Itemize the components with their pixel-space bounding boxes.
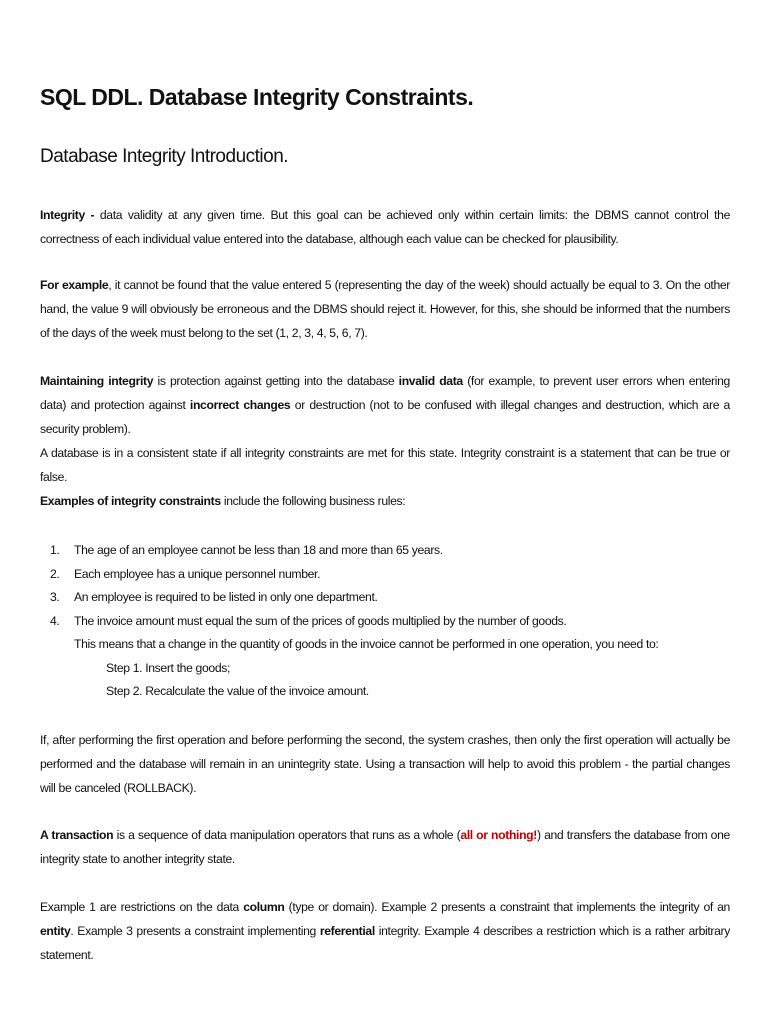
term-column: column (243, 900, 285, 914)
term-incorrect-changes: incorrect changes (189, 398, 291, 412)
list-item-text: The age of an employee cannot be less than 18 and more than 65 years. (74, 543, 443, 557)
list-item (40, 563, 730, 587)
paragraph-text: data validity at any given time. But this goal can be achieved only within certain limits: the DBMS cannot control the correctness of each individual value entered into the database, although each value can be checked for plausibility. (40, 208, 730, 246)
term-referential: referential (319, 924, 375, 938)
paragraph-system-crash: If, after performing the first operation and before performing the second, the system crashes, then only the first operation will actually be performed and the database will remain in an unintegrity state. Using a transaction will help to avoid this problem - the partial changes will be canceled (ROLLBACK). (40, 733, 730, 795)
paragraph-text: ) and transfers the database from one integrity state to another integrity state. (40, 828, 730, 866)
paragraph-text: include the following business rules: (220, 494, 406, 508)
paragraph-text: (for example, to prevent user errors when entering data) and protection against (40, 374, 730, 412)
paragraph-text: is a sequence of data manipulation operators that runs as a whole ( (113, 828, 461, 842)
term-invalid-data: invalid data (398, 374, 463, 388)
highlight-all-or-nothing: all or nothing! (460, 828, 537, 842)
paragraph-text: Example 1 are restrictions on the data (40, 900, 244, 914)
paragraph-consistent-state: A database is in a consistent state if all integrity constraints are met for this state. Integrity constraint is a statement that can be true or false. (40, 446, 730, 484)
step-1-text: Step 1. Insert the goods; (106, 660, 231, 675)
term-a-transaction: A transaction (40, 828, 114, 842)
list-item-number: 4. (50, 613, 60, 628)
step-2-text: Step 2. Recalculate the value of the invoice amount. (106, 684, 369, 698)
list-item-number: 1. (50, 543, 60, 557)
paragraph-examples-summary (40, 895, 730, 967)
list-item (40, 539, 730, 563)
paragraph-text: is protection against getting into the database (153, 374, 399, 388)
paragraph-text: . Example 3 presents a constraint implementing (70, 924, 320, 938)
paragraph-text: (type or domain). Example 2 presents a constraint that implements the integrity of an (284, 900, 730, 914)
paragraph-transaction (40, 823, 730, 871)
list-item-text: An employee is required to be listed in only one department. (74, 590, 378, 604)
paragraph-text: , it cannot be found that the value entered 5 (representing the day of the week) should actually be equal to 3. On the other hand, the value 9 will obviously be erroneous and the DBMS should reject it. However, for this, she should be informed that the numbers of the days of the week must belong to the set (1, 2, 3, 4, 5, 6, 7). (40, 278, 731, 340)
paragraph-examples-intro (40, 489, 730, 513)
paragraph-maintaining-integrity (40, 369, 730, 441)
term-for-example: For example (40, 278, 109, 292)
list-item-text: The invoice amount must equal the sum of the prices of goods multiplied by the number of goods. (74, 613, 567, 628)
list-item (40, 586, 730, 610)
section-subtitle: Database Integrity Introduction. (40, 146, 289, 167)
list-item-number: 2. (50, 566, 60, 581)
paragraph-text: or destruction (not to be confused with illegal changes and destruction, which are a security problem). (40, 398, 730, 436)
list-item (40, 610, 730, 634)
list-item-text: Each employee has a unique personnel number. (74, 566, 321, 581)
term-maintaining-integrity: Maintaining integrity (40, 374, 154, 388)
paragraph-integrity-definition (40, 203, 730, 251)
business-rules-list (40, 539, 730, 704)
list-item-continuation: This means that a change in the quantity of goods in the invoice cannot be performed in one operation, you need to: (74, 637, 659, 651)
term-entity: entity (40, 924, 71, 938)
list-item-number: 3. (50, 590, 60, 604)
paragraph-for-example (40, 273, 730, 345)
paragraph-text: integrity. Example 4 describes a restriction which is a rather arbitrary statement. (40, 924, 730, 962)
term-integrity: Integrity - (40, 208, 95, 222)
term-examples-of-integrity-constraints: Examples of integrity constraints (40, 494, 221, 508)
page-title: SQL DDL. Database Integrity Constraints. (40, 84, 474, 110)
